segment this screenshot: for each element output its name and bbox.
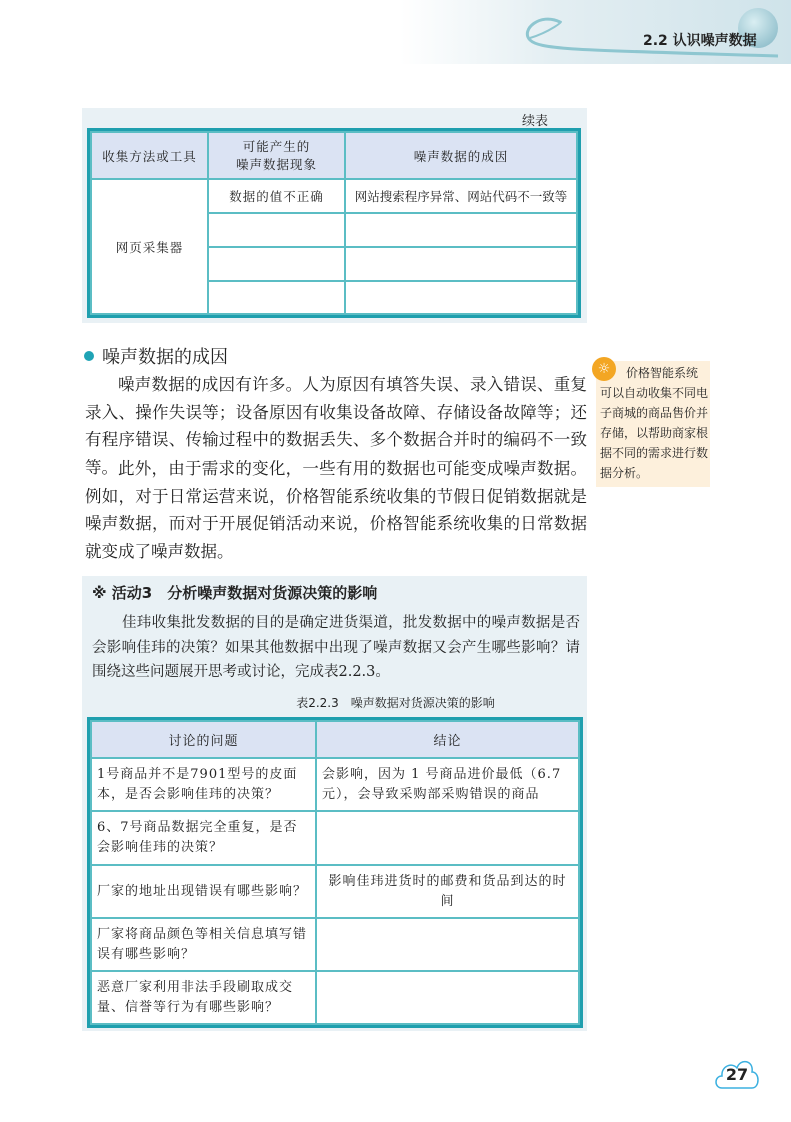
section-header: 2.2 认识噪声数据 bbox=[643, 33, 757, 49]
page-number-text: 27 bbox=[725, 1065, 749, 1084]
col-header: 讨论的问题 bbox=[91, 721, 316, 758]
page-header bbox=[400, 0, 791, 64]
activity-title: ※ 活动3 分析噪声数据对货源决策的影响 bbox=[92, 584, 378, 602]
note-text: 价格智能系统可以自动收集不同电子商城的商品售价并存储，以帮助商家根据不同的需求进行数据分析。 bbox=[600, 366, 709, 480]
cell bbox=[345, 247, 577, 281]
conclusion-cell: 会影响，因为 1 号商品进价最低（6.7 元），会导致采购部采购错误的商品 bbox=[316, 758, 579, 811]
col-header: 可能产生的 噪声数据现象 bbox=[208, 132, 345, 179]
conclusion-cell: 影响佳玮进货时的邮费和货品到达的时间 bbox=[316, 865, 579, 918]
page-number bbox=[712, 1052, 762, 1092]
col-header: 结论 bbox=[316, 721, 579, 758]
bullet-icon bbox=[84, 351, 94, 361]
cell bbox=[208, 247, 345, 281]
cell bbox=[345, 213, 577, 247]
section-heading bbox=[84, 343, 228, 369]
section-title: 噪声数据的成因 bbox=[102, 347, 228, 368]
decision-impact-table bbox=[90, 720, 580, 1025]
question-cell: 6、7号商品数据完全重复，是否会影响佳玮的决策？ bbox=[91, 811, 316, 865]
conclusion-cell bbox=[316, 811, 579, 865]
paragraph: 此外，由于需求的变化，一些有用的数据也可能变成噪声数据。例如，对于日常运营来说，价格智能系统收集的节假日促销数据就是噪声数据，而对于开展促销活动来说，价格智能系统收集的日常数据就变成了噪声数据。 bbox=[85, 459, 587, 561]
tool-cell: 网页采集器 bbox=[91, 179, 208, 314]
conclusion-cell bbox=[316, 971, 579, 1024]
question-cell: 厂家的地址出现错误有哪些影响？ bbox=[91, 865, 316, 918]
col-header: 噪声数据的成因 bbox=[345, 132, 577, 179]
cell: 数据的值不正确 bbox=[208, 179, 345, 213]
cell bbox=[208, 213, 345, 247]
question-cell: 厂家将商品颜色等相关信息填写错误有哪些影响？ bbox=[91, 918, 316, 971]
side-note bbox=[596, 361, 710, 487]
continued-label: 续表 bbox=[522, 114, 549, 129]
question-cell: 1号商品并不是7901型号的皮面本，是否会影响佳玮的决策？ bbox=[91, 758, 316, 811]
conclusion-cell bbox=[316, 918, 579, 971]
table-caption: 表2.2.3 噪声数据对货源决策的影响 bbox=[296, 696, 495, 710]
noise-table-continued bbox=[90, 131, 578, 315]
activity-text: 佳玮收集批发数据的目的是确定进货渠道，批发数据中的噪声数据是否会影响佳玮的决策？如果其他数据中出现了噪声数据又会产生哪些影响？请围绕这些问题展开思考或讨论，完成表2.2.3。 bbox=[92, 615, 580, 680]
lightbulb-icon: ☼ bbox=[592, 357, 616, 381]
cell: 网站搜索程序异常、网站代码不一致等 bbox=[345, 179, 577, 213]
paragraph: 噪声数据的成因有许多。人为原因有填答失误、录入错误、重复录入、操作失误等；设备原因有收集设备故障、存储设备故障等；还有程序错误、传输过程中的数据丢失、多个数据合并时的编码不一致等。 bbox=[85, 375, 587, 477]
cell bbox=[208, 281, 345, 314]
col-header: 收集方法或工具 bbox=[91, 132, 208, 179]
cell bbox=[345, 281, 577, 314]
question-cell: 恶意厂家利用非法手段刷取成交量、信誉等行为有哪些影响？ bbox=[91, 971, 316, 1024]
